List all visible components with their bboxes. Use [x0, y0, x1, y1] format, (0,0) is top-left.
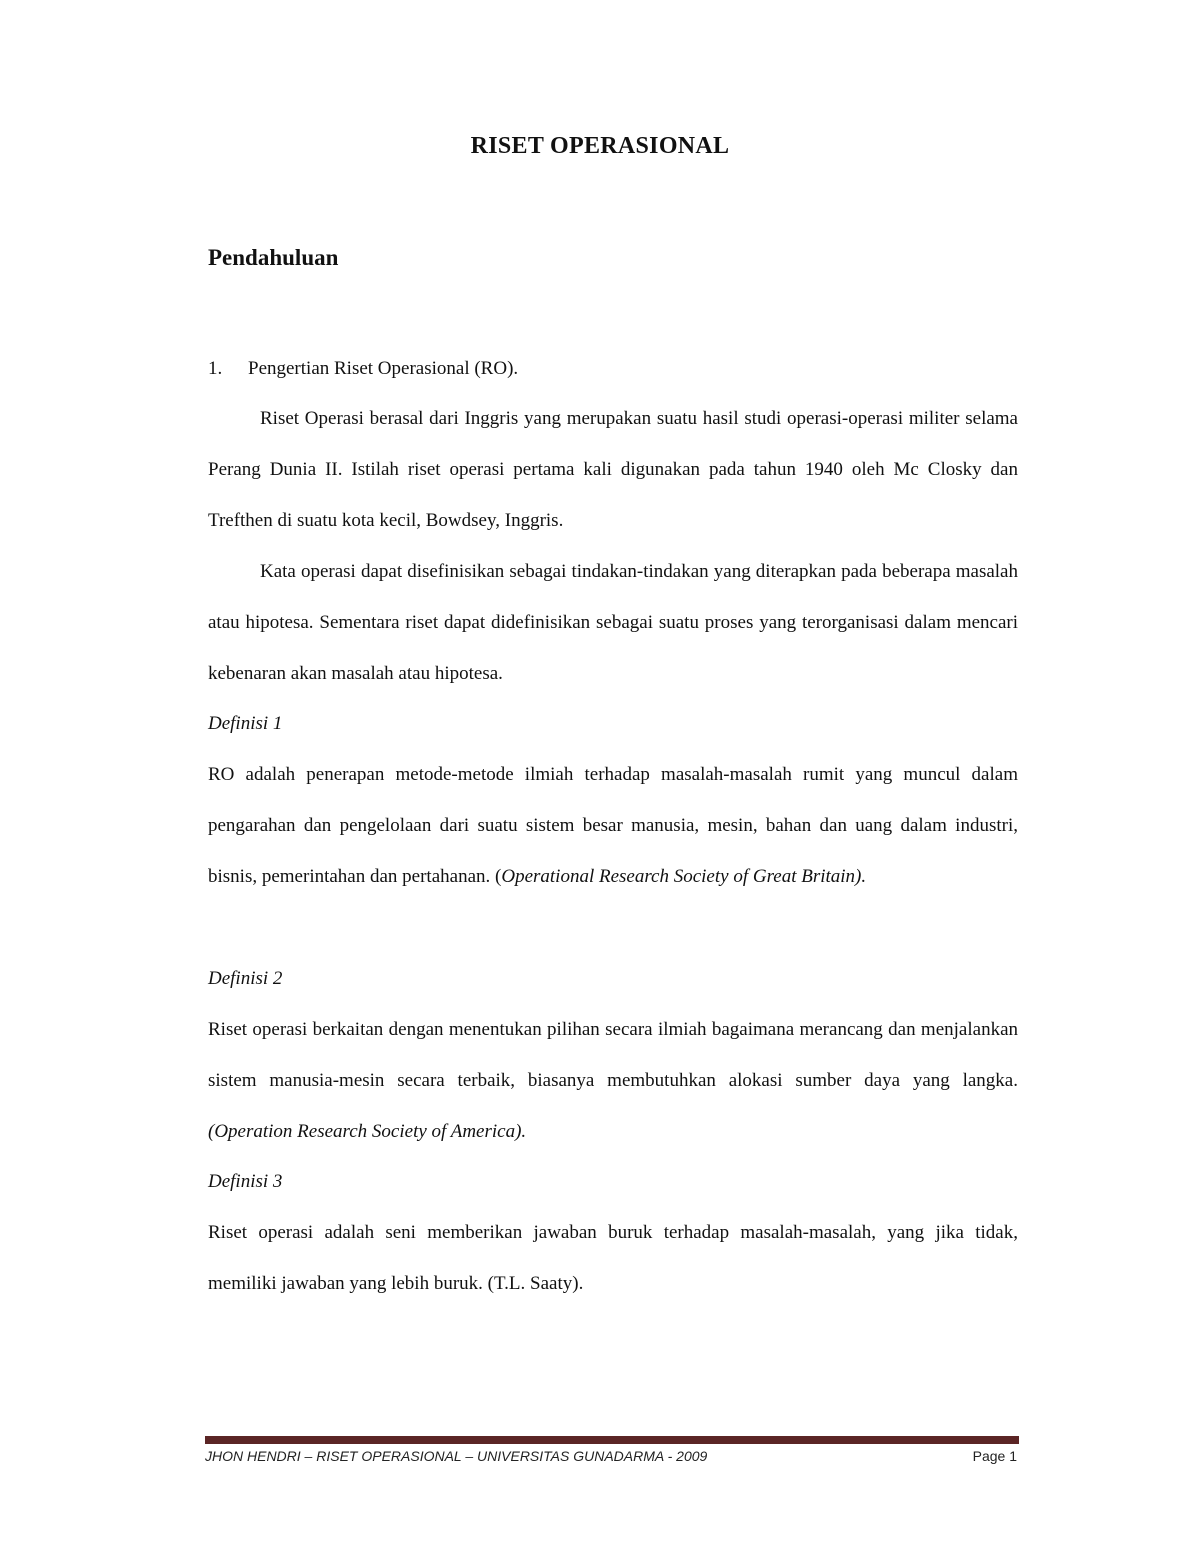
definition-body-1: RO adalah penerapan metode-metode ilmiah terhadap masalah-masalah rumit yang muncul dalam pengarahan dan pengelolaan dari suatu sistem besar manusia, mesin, bahan dan uang dalam industri, bisnis, pemerintahan dan pertahanan. ( — [208, 764, 1018, 887]
definition-text-1 — [208, 749, 1018, 902]
list-item-text: Pengertian Riset Operasional (RO). — [248, 358, 519, 379]
paragraph-definition-terms: Kata operasi dapat disefinisikan sebagai tindakan-tindakan yang diterapkan pada beberapa masalah atau hipotesa. Sementara riset dapat didefinisikan sebagai suatu proses yang terorganisasi dalam mencari kebenaran akan masalah atau hipotesa. — [208, 561, 1018, 684]
definition-label-2: Definisi 2 — [208, 968, 283, 989]
page-number: Page 1 — [972, 1448, 1017, 1464]
section-heading: Pendahuluan — [208, 245, 339, 270]
list-item-number: 1. — [208, 358, 223, 379]
definition-source-1: Operational Research Society of Great Britain). — [501, 866, 867, 887]
definition-label-1: Definisi 1 — [208, 713, 283, 734]
footer-author-line: JHON HENDRI – RISET OPERASIONAL – UNIVERSITAS GUNADARMA - 2009 — [205, 1448, 708, 1464]
definition-body-2: Riset operasi berkaitan dengan menentukan pilihan secara ilmiah bagaimana merancang dan menjalankan sistem manusia-mesin secara terbaik, biasanya membutuhkan alokasi sumber daya yang langka. — [208, 1019, 1018, 1091]
footer-rule — [205, 1436, 1019, 1444]
definition-label-3: Definisi 3 — [208, 1171, 283, 1192]
definition-source-2: (Operation Research Society of America). — [208, 1121, 527, 1142]
list-item — [208, 343, 518, 394]
paragraph-history: Riset Operasi berasal dari Inggris yang merupakan suatu hasil studi operasi-operasi militer selama Perang Dunia II. Istilah riset operasi pertama kali digunakan pada tahun 1940 oleh Mc Closky dan Trefthen di suatu kota kecil, Bowdsey, Inggris. — [208, 408, 1018, 531]
definition-text-3: Riset operasi adalah seni memberikan jawaban buruk terhadap masalah-masalah, yang jika tidak, memiliki jawaban yang lebih buruk. (T.L. Saaty). — [208, 1222, 1018, 1294]
document-title: RISET OPERASIONAL — [470, 133, 730, 159]
definition-text-2 — [208, 1004, 1018, 1157]
